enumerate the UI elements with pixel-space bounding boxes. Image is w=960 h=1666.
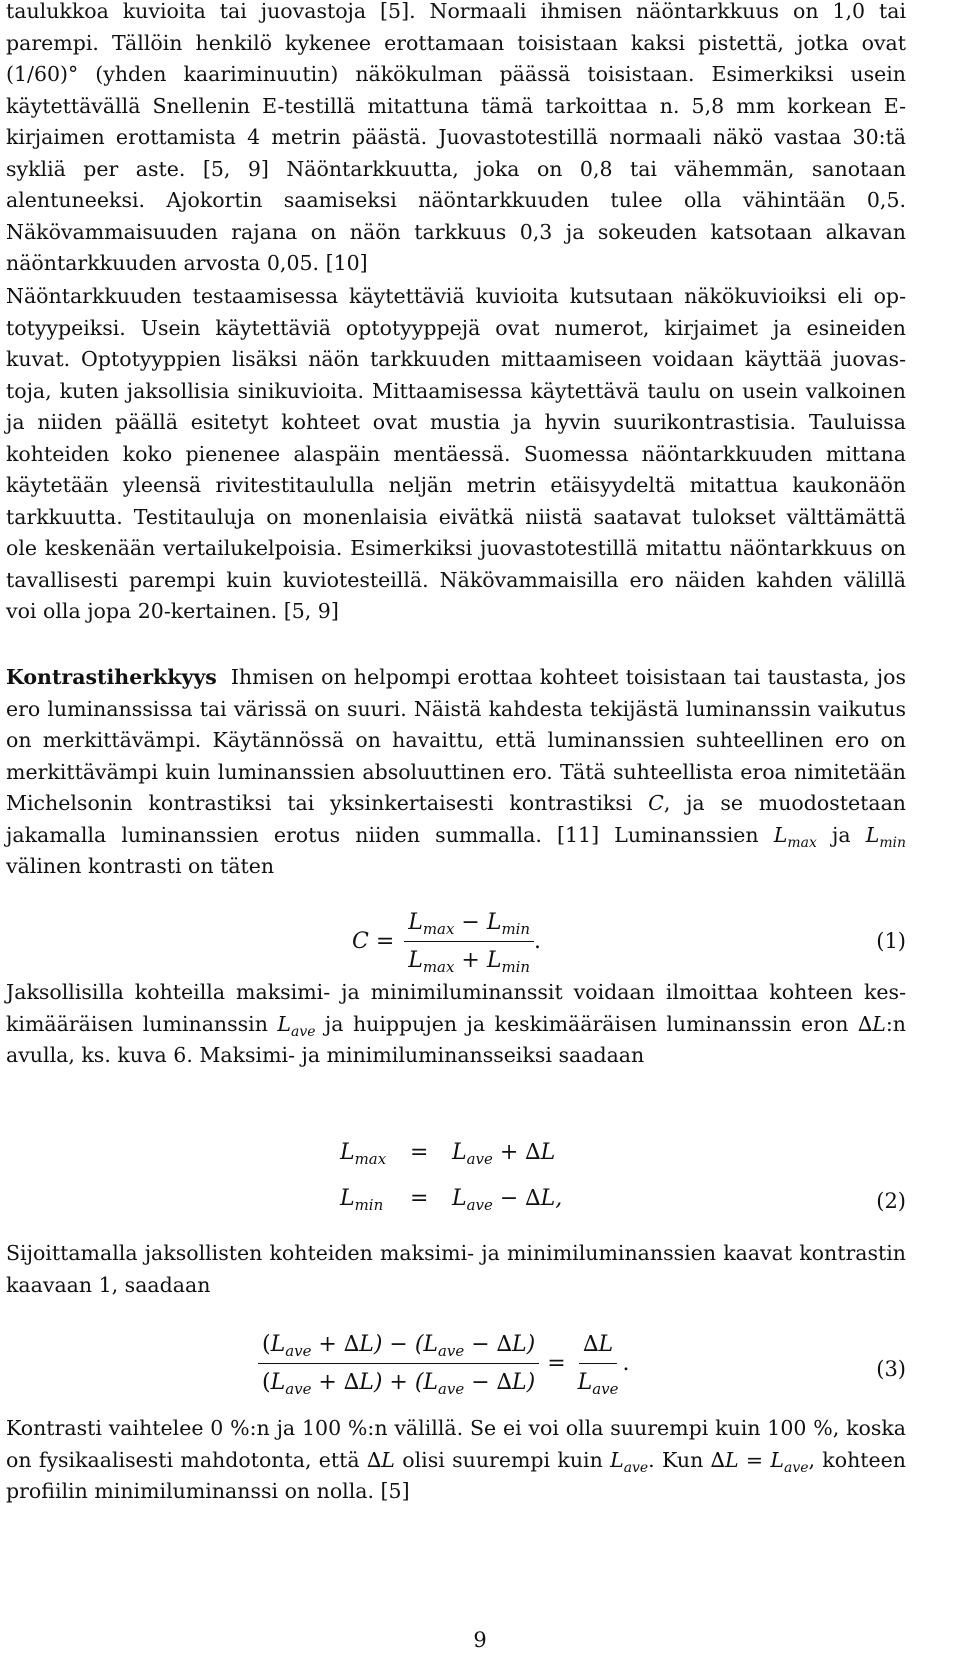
math-symbol: L	[277, 1011, 292, 1036]
math-symbol: ∆L	[710, 1447, 739, 1472]
math-paren: (	[262, 1332, 271, 1357]
text-run: välinen kontrasti on täten	[6, 854, 275, 878]
math-symbol: ∆L	[366, 1447, 395, 1472]
math-symbol: L	[340, 1140, 355, 1165]
equation-tail: .	[622, 1351, 630, 1376]
math-subscript: min	[501, 958, 531, 977]
math-subscript: max	[422, 920, 455, 939]
text-run: , kohteen profiilin minimiluminanssi on nolla. [5]	[6, 1447, 906, 1503]
math-subscript: ave	[466, 1196, 493, 1215]
fraction-numerator: ∆L	[579, 1330, 617, 1364]
equation-2	[0, 1138, 960, 1218]
equation-fraction	[574, 1330, 623, 1398]
math-subscript: ave	[285, 1380, 312, 1399]
paragraph-substitution: Sijoittamalla jaksollisten kohteiden maksimi- ja minimiluminanssien kaavat kontrastin kaavaan 1, saadaan	[6, 1241, 906, 1297]
math-symbol: L	[408, 948, 423, 973]
equation-lhs	[340, 1184, 383, 1214]
math-subscript: ave	[784, 1459, 809, 1476]
section-heading: Kontrastiherkkyys	[6, 665, 217, 689]
math-operator: +	[454, 948, 487, 973]
paragraph-visual-acuity: taulukkoa kuvioita tai juovastoja [5]. Normaali ihmisen näöntarkkuus on 1,0 tai parempi. Tällöin henkilö kykenee erottamaan toisistaan kaksi pistettä, jotka ovat (1/60)° (yhden kaariminuutin) näkökulman päässä toisistaan. Esimerkiksi usein käytettävällä Snellenin E-testillä mitattuna tämä tarkoittaa n. 5,8 mm korkean E-kirjaimen erottamista 4 metrin päästä. Juovastotestillä normaali näkö vastaa 30:tä sykliä per aste. [5, 9] Näöntarkkuutta, joka on 0,8 tai vähemmän, sanotaan alentuneeksi. Ajokortin saamiseksi näöntarkkuuden tulee olla vähintään 0,5. Näkövammaisuuden rajana on näön tarkkuus 0,3 ja sokeuden katsotaan alkavan näöntarkkuuden arvosta 0,05. [10]	[6, 0, 906, 275]
math-operator: −	[454, 910, 487, 935]
equation-lhs	[340, 1138, 386, 1168]
math-symbol: L	[340, 1186, 355, 1211]
equation-lhs: C =	[352, 929, 395, 954]
equation-number: (1)	[876, 929, 906, 953]
text-run: Jaksollisilla kohteilla maksimi- ja minimiluminanssit voidaan ilmoittaa kohteen keskimääräisen luminanssin	[6, 980, 906, 1036]
equation-3	[0, 1328, 960, 1408]
math-symbol: L	[770, 1447, 785, 1472]
page-number: 9	[473, 1628, 487, 1652]
text-run: Kontrasti vaihtelee 0 %:n ja 100 %:n välillä. Se ei voi olla suurempi kuin 100 %, koska on fysikaalisesti mahdotonta, että	[6, 1416, 906, 1472]
math-symbol: L	[408, 910, 423, 935]
math-term: − ∆L)	[464, 1332, 536, 1357]
math-symbol: L	[423, 1370, 439, 1395]
fraction-denominator	[258, 1364, 539, 1398]
math-symbol: L	[486, 948, 502, 973]
text-run: ja huippujen ja keskimääräisen luminanssin eron	[315, 1011, 858, 1036]
text-run: Ihmisen on helpompi erottaa kohteet toisistaan tai taustasta, jos ero luminanssissa tai värissä on suuri. Näistä kahdesta tekijästä luminanssin vaikutus on merkittävämpi. Käytännössä on havaittu, että luminanssien suhteellinen ero on merkittävämpi kuin luminanssien absoluuttinen ero. Tätä suhteellista eroa nimitetään Michelsonin kontrastiksi tai yksinkertaisesti kontrastiksi	[6, 665, 906, 815]
math-subscript: max	[787, 834, 817, 851]
math-subscript: ave	[291, 1023, 316, 1040]
math-subscript: min	[354, 1196, 384, 1215]
math-paren: (	[262, 1370, 271, 1395]
math-subscript: ave	[438, 1342, 465, 1361]
math-subscript: min	[501, 920, 531, 939]
math-term: − ∆L)	[464, 1370, 536, 1395]
fraction-denominator	[404, 942, 534, 976]
fraction-numerator	[258, 1330, 539, 1364]
math-symbol: L	[452, 1140, 467, 1165]
text-run: . Kun	[648, 1447, 711, 1472]
math-subscript: ave	[285, 1342, 312, 1361]
text-run: :n avulla, ks. kuva 6. Maksimi- ja minimiluminansseiksi saadaan	[6, 1011, 906, 1067]
math-term: + ∆L	[492, 1140, 556, 1165]
math-subscript: max	[422, 958, 455, 977]
paragraph-contrast-range	[6, 1413, 906, 1508]
math-subscript: ave	[438, 1380, 465, 1399]
math-symbol: L	[452, 1186, 467, 1211]
math-symbol: L	[423, 1332, 439, 1357]
math-symbol: L	[865, 822, 880, 847]
equation-tail: .	[534, 929, 542, 954]
text-run: ja	[816, 822, 866, 847]
fraction-numerator	[404, 908, 534, 942]
equation-fraction	[404, 908, 534, 976]
equation-rhs	[452, 1184, 562, 1214]
math-symbol: L	[773, 822, 788, 847]
math-symbol: L	[270, 1370, 286, 1395]
math-term: + ∆L) − (	[311, 1332, 424, 1357]
math-subscript: ave	[623, 1459, 649, 1476]
fraction-denominator	[574, 1364, 623, 1398]
equation-relation: =	[547, 1351, 566, 1376]
math-subscript: min	[879, 834, 906, 851]
math-symbol: L	[486, 910, 502, 935]
paragraph-periodic-targets	[6, 977, 906, 1072]
equation-number: (2)	[876, 1189, 906, 1213]
equation-number: (3)	[876, 1357, 906, 1381]
math-symbol: C	[648, 791, 664, 815]
text-run: , ja se muodostetaan jakamalla luminanssien erotus niiden summalla. [11] Luminanssien	[6, 791, 906, 847]
math-term: + ∆L) + (	[311, 1370, 424, 1395]
math-symbol: L	[610, 1447, 624, 1472]
equation-rhs	[452, 1138, 555, 1168]
math-subscript: ave	[592, 1380, 619, 1399]
equation-1	[0, 900, 960, 980]
math-subscript: max	[354, 1150, 387, 1169]
math-symbol: L	[577, 1370, 593, 1395]
math-symbol: ∆L	[857, 1011, 886, 1036]
math-symbol: L	[270, 1332, 286, 1357]
math-subscript: ave	[466, 1150, 493, 1169]
equation-relation: =	[410, 1186, 429, 1211]
equation-relation: =	[410, 1140, 429, 1165]
paragraph-contrast-sensitivity	[6, 662, 906, 883]
paragraph-optotypes: Näöntarkkuuden testaamisessa käytettäviä kuvioita kutsutaan näkökuvioiksi eli optotyypeiksi. Usein käytettäviä optotyyppejä ovat numerot, kirjaimet ja esineiden kuvat. Optotyyppien lisäksi näön tarkkuuden mittaamiseen voidaan käyttää juovastoja, kuten jaksollisia sinikuvioita. Mittaamisessa käytettävä taulu on usein valkoinen ja niiden päällä esitetyt kohteet ovat mustia ja hyvin suurikontrastisia. Tauluissa kohteiden koko pienenee alaspäin mentäessä. Suomessa näöntarkkuuden mittana käytetään yleensä rivitestitaululla neljän metrin etäisyydeltä mitattua kaukonäön tarkkuutta. Testitauluja on monenlaisia eivätkä niistä saatavat tulokset välttämättä ole keskenään vertailukelpoisia. Esimerkiksi juovastotestillä mitattu näöntarkkuus on tavallisesti parempi kuin kuviotesteillä. Näkövammaisilla ero näiden kahden välillä voi olla jopa 20-kertainen. [5, 9]	[6, 284, 906, 623]
text-run: olisi suurempi kuin	[394, 1447, 611, 1472]
equation-fraction	[258, 1330, 539, 1398]
text-run: =	[738, 1447, 771, 1472]
math-term: − ∆L,	[492, 1186, 563, 1211]
